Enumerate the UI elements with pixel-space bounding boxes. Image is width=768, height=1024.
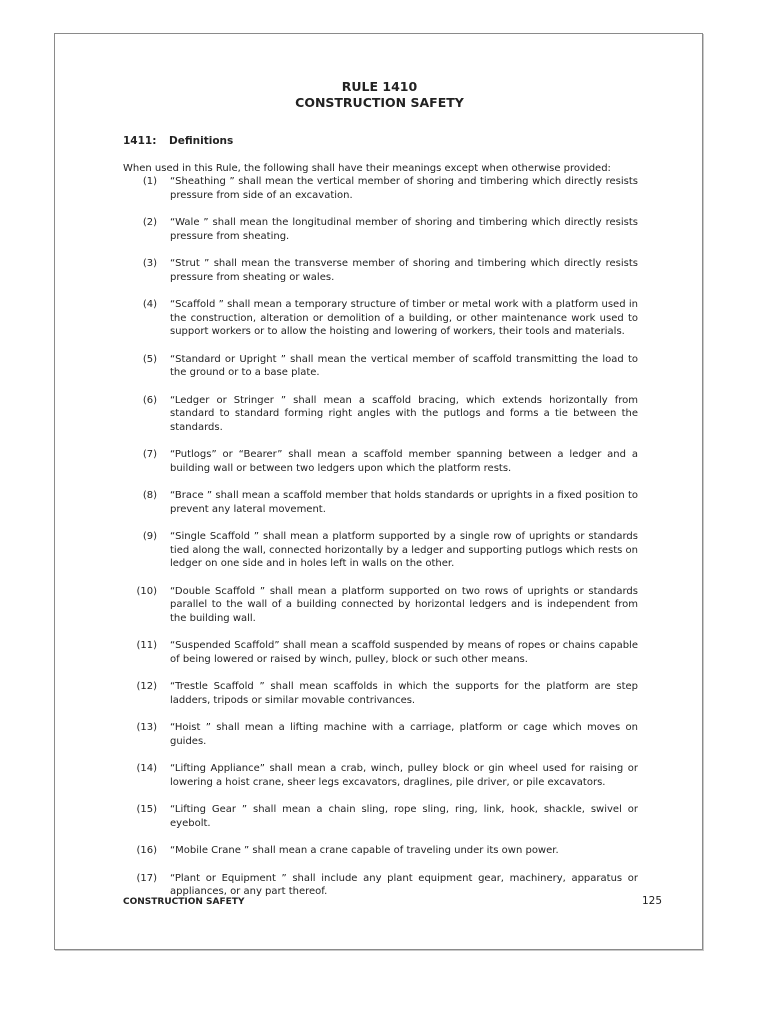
definition-number: (14) [136,763,157,774]
definition-number: (12) [136,681,157,692]
footer-title: CONSTRUCTION SAFETY [123,897,245,907]
definition-number: (16) [136,845,157,856]
definition-text: “Single Scaffold ” shall mean a platform supported by a single row of uprights or standards tied along the wall, connected horizontally by a ledger and supporting putlogs which rests on ledger on one side and in holes left in walls on the other. [170,531,638,569]
definition-item [123,298,638,339]
definition-item [123,762,638,789]
definition-text: “Suspended Scaffold” shall mean a scaffold suspended by means of ropes or chains capable of being lowered or raised by winch, pulley, block or such other means. [170,640,638,665]
definition-number: (2) [142,217,157,228]
definition-text: “Strut ” shall mean the transverse member of shoring and timbering which directly resists pressure from sheating or wales. [170,258,638,283]
definition-item [123,872,638,899]
definition-text: “Brace ” shall mean a scaffold member that holds standards or uprights in a fixed position to prevent any lateral movement. [170,490,638,515]
definition-number: (10) [136,585,157,597]
definition-number: (5) [142,353,157,365]
definition-item [123,448,638,475]
definition-number: (6) [142,394,157,406]
definition-text: “Plant or Equipment ” shall include any plant equipment gear, machinery, apparatus or appliances, or any part thereof. [170,872,638,897]
definition-item [123,585,638,626]
section-title: Definitions [169,135,234,147]
definition-text: “Ledger or Stringer ” shall mean a scaffold bracing, which extends horizontally from standard to standard forming right angles with the putlogs and forms a tie between the standards. [170,394,638,433]
section-number: 1411: [123,135,157,147]
rule-subtitle: CONSTRUCTION SAFETY [295,95,464,110]
section-heading [123,134,233,148]
definition-item [123,639,638,666]
definition-text: “Putlogs” or “Bearer” shall mean a scaffold member spanning between a ledger and a building wall or between two ledgers upon which the platform rests. [170,449,638,474]
definition-item [123,257,638,284]
definition-number: (1) [142,176,157,187]
definition-item [123,175,638,202]
definition-text: “Trestle Scaffold ” shall mean scaffolds in which the supports for the platform are step ladders, tripods or similar movable contrivances. [170,681,638,706]
definition-text: “Mobile Crane ” shall mean a crane capable of traveling under its own power. [170,845,559,856]
definition-text: “Standard or Upright ” shall mean the vertical member of scaffold transmitting the load to the ground or to a base plate. [170,353,638,378]
definition-number: (13) [136,722,157,733]
definition-text: “Sheathing ” shall mean the vertical member of shoring and timbering which directly resists pressure from side of an excavation. [170,176,638,201]
definition-number: (15) [136,804,157,815]
definition-text: “Wale ” shall mean the longitudinal member of shoring and timbering which directly resists pressure from sheating. [170,217,638,242]
definition-text: “Hoist ” shall mean a lifting machine with a carriage, platform or cage which moves on guides. [170,722,638,747]
definition-number: (8) [142,490,157,501]
definition-text: “Lifting Appliance” shall mean a crab, winch, pulley block or gin wheel used for raising or lowering a hoist crane, sheer legs excavators, draglines, pile driver, or pile excavators. [170,763,638,788]
definition-item [123,216,638,243]
page-number: 125 [641,895,662,907]
definition-number: (4) [142,299,157,310]
definition-number: (11) [136,640,157,651]
definition-number: (3) [142,258,157,269]
definition-item [123,530,638,571]
definitions-list [123,175,638,913]
definition-item [123,394,638,435]
definition-text: “Scaffold ” shall mean a temporary structure of timber or metal work with a platform used in the construction, alteration or demolition of a building, or other maintenance work used to support workers or to allow the hoisting and lowering of workers, their tools and materials. [170,299,638,337]
document-page [54,33,703,950]
intro-paragraph: When used in this Rule, the following shall have their meanings except when otherwise provided: [123,163,611,174]
definition-number: (7) [142,449,157,460]
rule-title: RULE 1410 [341,79,418,94]
definition-item [123,680,638,707]
definition-text: “Lifting Gear ” shall mean a chain sling, rope sling, ring, link, hook, shackle, swivel or eyebolt. [170,804,638,829]
definition-item [123,721,638,748]
definition-item [123,803,638,830]
definition-item [123,353,638,380]
definition-number: (17) [136,872,157,884]
definition-item [123,844,638,858]
definition-item [123,489,638,516]
definition-text: “Double Scaffold ” shall mean a platform supported on two rows of uprights or standards parallel to the wall of a building connected by horizontal ledgers and is independent from the building wall. [170,585,638,624]
definition-number: (9) [142,531,157,542]
